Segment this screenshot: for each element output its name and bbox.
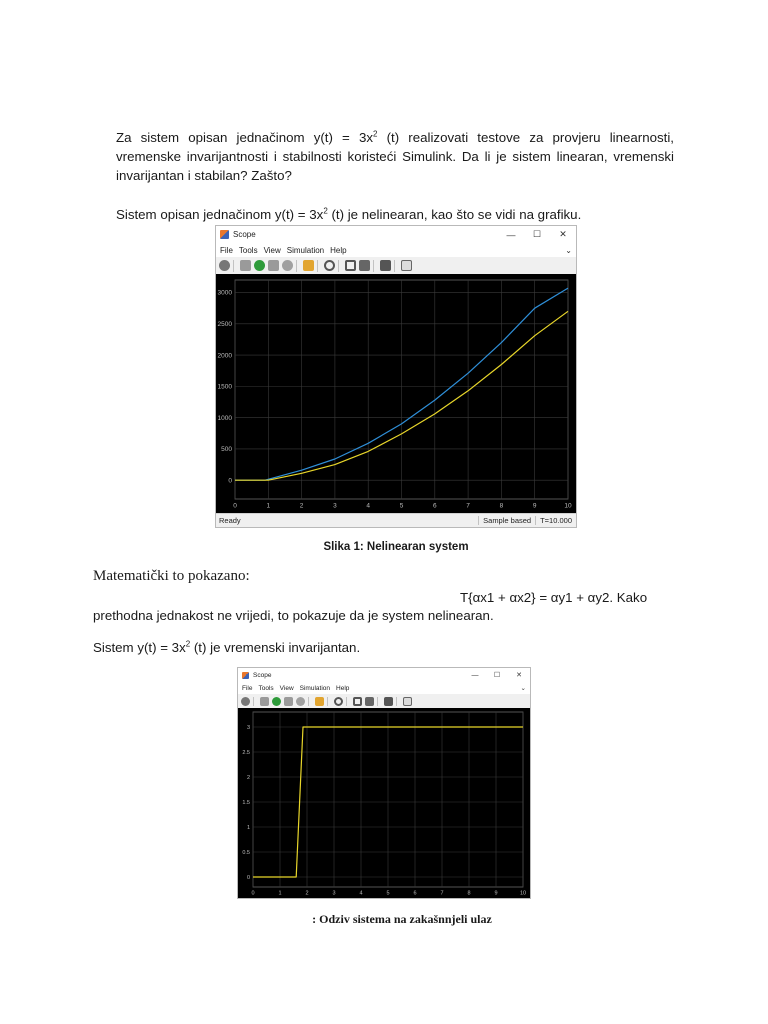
style-icon-2[interactable] [403,697,412,706]
close-button-2[interactable]: ✕ [516,672,522,679]
chart2-y-tick-label: 0.5 [242,849,250,856]
chart1-y-tick-label: 2000 [217,352,232,360]
matlab-icon-2 [242,672,249,679]
chart1-x-tick-label: 7 [466,502,470,510]
chart2-x-tick-label: 10 [519,890,527,897]
invariant-text-b: (t) je vremenski invarijantan. [190,640,361,655]
scope-toolbar [216,257,576,275]
status-ready: Ready [219,516,241,525]
scope-menubar [216,243,576,257]
chart1-x-tick-label: 0 [233,502,237,510]
menu-help[interactable]: Help [330,245,347,255]
triggers-icon[interactable] [380,260,391,271]
chart2-y-tick-label: 1.5 [242,799,250,806]
scope-menubar-2 [238,682,530,694]
chart1-x-tick-label: 4 [366,502,371,510]
menu-help-2[interactable]: Help [336,684,350,692]
invariant-sup: 2 [185,639,191,649]
scope1-plot-area [216,274,576,514]
chart2-x-tick-label: 1 [278,890,282,897]
menu-tools-2[interactable]: Tools [258,684,274,692]
chart2-x-tick-label: 6 [413,890,417,897]
settings-gear-icon-2[interactable] [241,697,250,706]
chart1-y-tick-label: 1500 [217,383,232,391]
chart1-x-tick-label: 9 [532,502,537,510]
fit-axes-icon-2[interactable] [353,697,362,706]
chart-1 [216,274,576,515]
highlight-icon-2[interactable] [315,697,324,706]
autoscale-icon-2[interactable] [365,697,374,706]
run-icon-2[interactable] [272,697,281,706]
chart2-y-tick-label: 2 [246,774,250,781]
chart2-x-tick-label: 4 [359,890,363,897]
chart2-x-tick-label: 5 [386,890,390,897]
zoom-icon-2[interactable] [334,697,343,706]
chart2-y-tick-label: 1 [246,824,250,831]
equation-followup: prethodna jednakost ne vrijedi, to pokazuje da je system nelinearan. [93,608,494,623]
chart1-y-tick-label: 500 [221,446,232,454]
figure-caption-1: Slika 1: Nelinearan system [323,541,469,553]
step-forward-icon[interactable] [268,260,279,271]
intro-text-b: (t) realizovati testove za provjeru linearnosti, vremenske invarijantnosti i stabilnosti koristeći Simulink. Da li je sistem linearan, vremenski invarijantan i stabilan? Zašto? [116,130,674,183]
chart1-y-tick-label: 2500 [217,320,232,328]
close-button[interactable]: ✕ [559,229,567,239]
chart1-x-tick-label: 10 [564,502,572,510]
fit-axes-icon[interactable] [345,260,356,271]
scope2-plot-area [238,708,530,898]
nonlinear-paragraph [116,205,676,224]
nonlinear-sup: 2 [323,206,328,216]
chart1-x-tick-label: 5 [399,502,404,510]
window-title: Scope [233,230,256,239]
chart2-x-tick-label: 7 [440,890,444,897]
scope-window-1 [215,225,577,528]
menu-simulation[interactable]: Simulation [286,245,325,255]
highlight-icon[interactable] [303,260,314,271]
intro-paragraph [116,128,674,185]
chart2-x-tick-label: 0 [251,890,255,897]
menu-expand-icon-2[interactable]: ⌄ [520,685,526,692]
menu-file-2[interactable]: File [242,684,253,692]
chart2-y-tick-label: 2.5 [242,749,250,756]
minimize-button[interactable]: — [506,229,516,240]
chart2-x-tick-label: 9 [494,890,498,897]
math-heading: Matematički to pokazano: [93,568,250,584]
menu-view-2[interactable]: View [279,684,294,692]
chart2-y-tick-label: 3 [246,724,250,731]
invariant-text-a: Sistem y(t) = 3x [93,640,186,655]
step-back-icon[interactable] [240,260,251,271]
menu-tools[interactable]: Tools [238,245,258,255]
maximize-button-2[interactable]: ☐ [493,672,501,679]
menu-view[interactable]: View [263,245,281,255]
chart2-y-tick-label: 0 [246,874,250,881]
step-back-icon-2[interactable] [260,697,269,706]
nonlinear-text-a: Sistem opisan jednačinom y(t) = 3x [116,207,324,222]
chart1-x-tick-label: 1 [266,502,271,510]
window-title-2: Scope [253,671,272,679]
chart1-y-tick-label: 1000 [217,414,232,422]
status-mode: Sample based [478,516,535,525]
scope-toolbar-2 [238,694,530,709]
zoom-icon[interactable] [324,260,335,271]
nonlinear-text-b: (t) je nelinearan, kao što se vidi na grafiku. [327,207,582,222]
chart-2 [238,708,530,898]
settings-gear-icon[interactable] [219,260,230,271]
menu-simulation-2[interactable]: Simulation [299,684,331,692]
figure-caption-2: : Odziv sistema na zakašnnjeli ulaz [312,912,492,926]
equation-line: T{αx1 + αx2} = αy1 + αy2. Kako [460,590,648,605]
chart1-y-tick-label: 0 [228,477,232,485]
invariant-paragraph [93,638,360,657]
stop-icon[interactable] [282,260,293,271]
chart1-x-tick-label: 8 [499,502,504,510]
status-time: T=10.000 [535,516,576,525]
chart1-x-tick-label: 2 [299,502,304,510]
menu-expand-icon[interactable]: ⌄ [565,245,572,255]
minimize-button-2[interactable]: — [471,671,479,679]
menu-file[interactable]: File [220,245,233,255]
triggers-icon-2[interactable] [384,697,393,706]
intro-text-a: Za sistem opisan jednačinom y(t) = 3x [116,130,373,145]
style-icon[interactable] [401,260,412,271]
run-icon[interactable] [254,260,265,271]
chart1-x-tick-label: 6 [432,502,437,510]
scope-titlebar-2 [238,668,530,682]
chart1-x-tick-label: 3 [333,502,337,510]
step-forward-icon-2[interactable] [284,697,293,706]
stop-icon-2[interactable] [296,697,305,706]
scope-titlebar [216,226,576,243]
chart2-x-tick-label: 8 [467,890,471,897]
intro-sup: 2 [373,129,378,139]
matlab-icon [220,230,229,239]
chart2-x-tick-label: 3 [332,890,336,897]
scope-window-2 [237,667,531,899]
chart2-x-tick-label: 2 [305,890,309,897]
autoscale-icon[interactable] [359,260,370,271]
maximize-button[interactable]: ☐ [532,229,542,239]
scope-statusbar [216,513,576,527]
chart1-y-tick-label: 3000 [217,289,232,297]
